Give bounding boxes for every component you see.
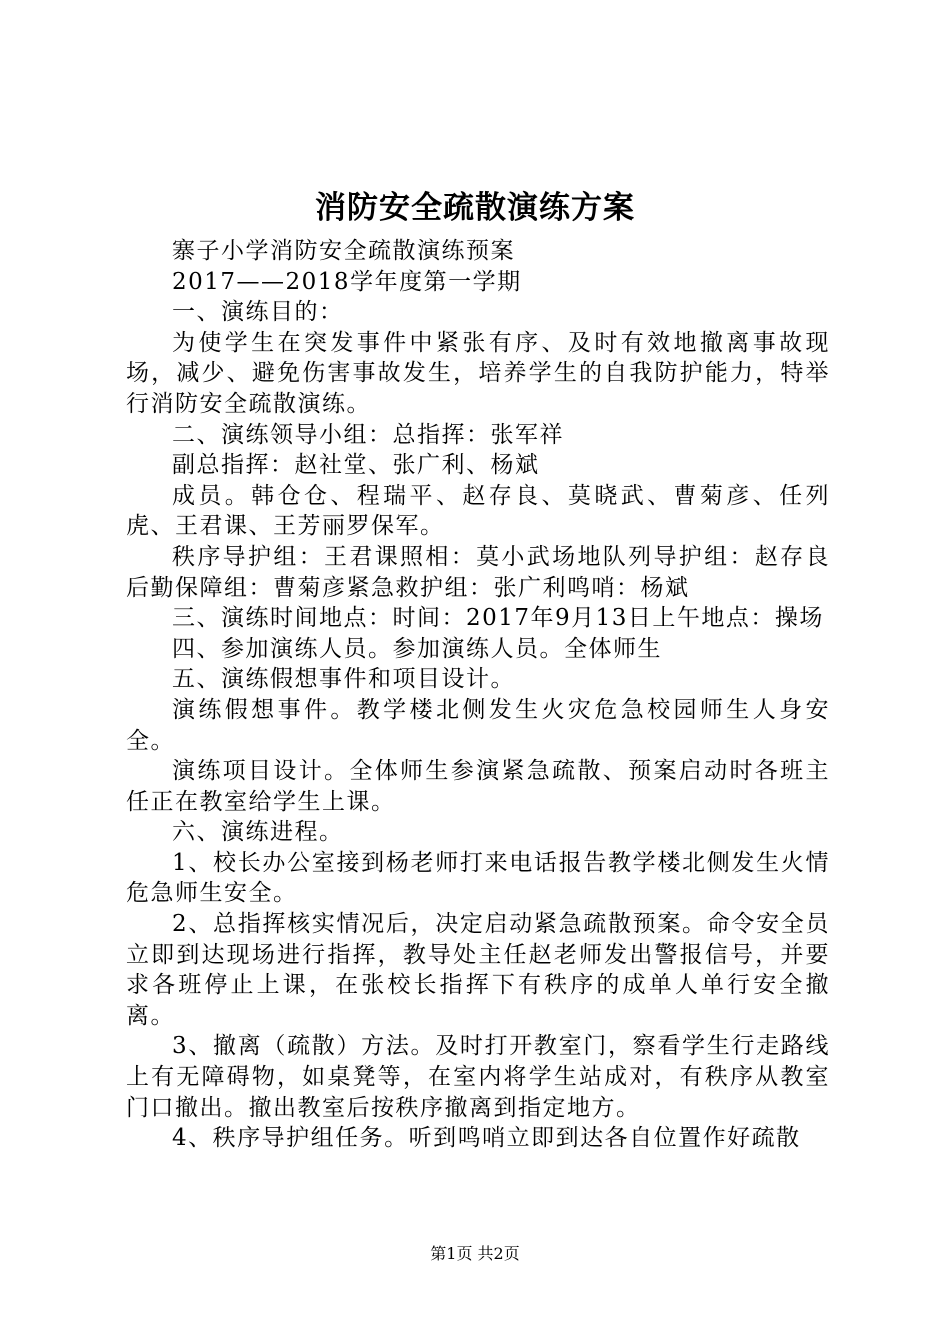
paragraph: 寨子小学消防安全疏散演练预案 bbox=[172, 238, 515, 264]
paragraph: 2017——2018学年度第一学期 bbox=[172, 268, 522, 295]
paragraph: 成员。韩仓仓、程瑞平、赵存良、莫晓武、曹菊彦、任列虎、王君课、王芳丽罗保军。 bbox=[126, 482, 830, 540]
paragraph: 秩序导护组：王君课照相：莫小武场地队列导护组：赵存良后勤保障组：曹菊彦紧急救护组：张广利鸣哨：杨斌 bbox=[126, 543, 830, 601]
paragraph: 一、演练目的： bbox=[172, 299, 344, 326]
document-body bbox=[126, 236, 830, 1154]
paragraph: 三、演练时间地点：时间：2017年9月13日上午地点：操场 bbox=[172, 605, 824, 632]
paragraph: 四、参加演练人员。参加演练人员。全体师生 bbox=[172, 635, 662, 662]
paragraph: 副总指挥：赵社堂、张广利、杨斌 bbox=[172, 452, 540, 479]
paragraph: 二、演练领导小组：总指挥：张军祥 bbox=[172, 421, 564, 448]
paragraph: 为使学生在突发事件中紧张有序、及时有效地撤离事故现场，减少、避免伤害事故发生，培养学生的自我防护能力，特举行消防安全疏散演练。 bbox=[126, 329, 830, 417]
paragraph: 六、演练进程。 bbox=[172, 819, 344, 846]
paragraph: 演练项目设计。全体师生参演紧急疏散、预案启动时各班主任正在教室给学生上课。 bbox=[126, 758, 830, 815]
paragraph: 2、总指挥核实情况后，决定启动紧急疏散预案。命令安全员立即到达现场进行指挥，教导处主任赵老师发出警报信号，并要求各班停止上课，在张校长指挥下有秩序的成单人单行安全撤离。 bbox=[126, 911, 830, 1029]
paragraph: 3、撤离（疏散）方法。及时打开教室门，察看学生行走路线上有无障碍物，如桌凳等，在室内将学生站成对，有秩序从教室门口撤出。撤出教室后按秩序撤离到指定地方。 bbox=[126, 1033, 830, 1121]
paragraph: 演练假想事件。教学楼北侧发生火灾危急校园师生人身安全。 bbox=[126, 696, 830, 754]
paragraph: 五、演练假想事件和项目设计。 bbox=[172, 666, 515, 693]
document-title: 消防安全疏散演练方案 bbox=[315, 190, 635, 226]
paragraph: 1、校长办公室接到杨老师打来电话报告教学楼北侧发生火情危急师生安全。 bbox=[126, 849, 830, 907]
page-number-footer: 第1页 共2页 bbox=[430, 1244, 520, 1263]
paragraph: 4、秩序导护组任务。听到鸣哨立即到达各自位置作好疏散 bbox=[172, 1125, 801, 1152]
